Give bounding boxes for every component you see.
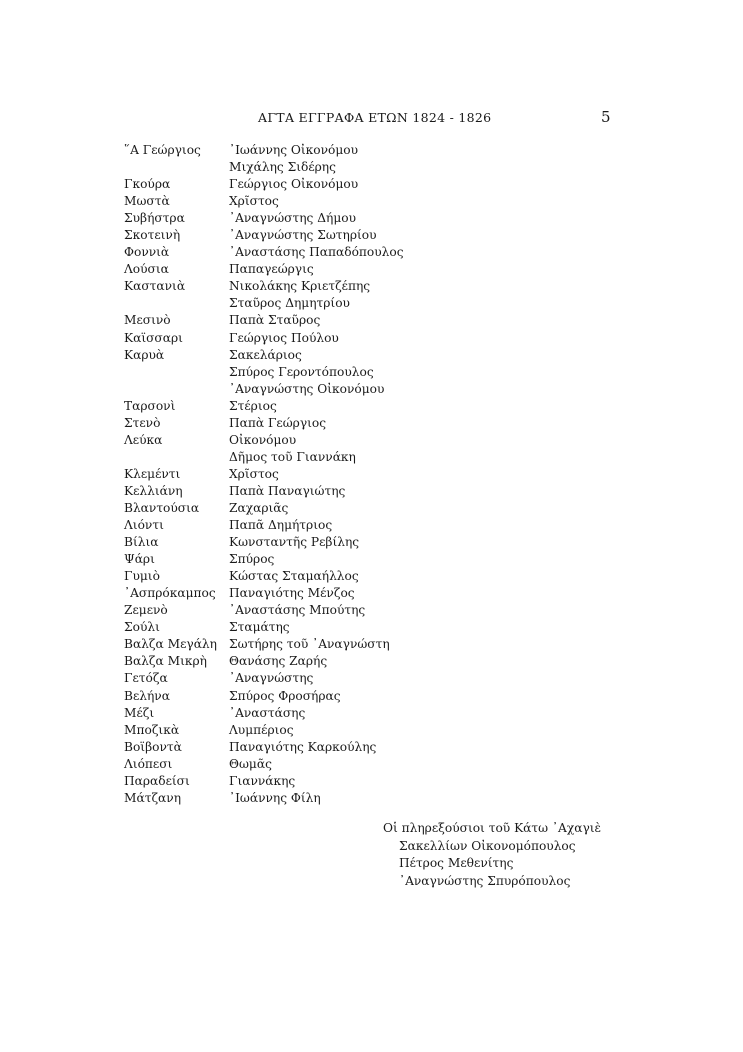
place-name: Λιόντι — [124, 518, 164, 533]
person-name: ᾿Αναστάσης Παπαδόπουλος — [229, 245, 404, 260]
place-name — [124, 364, 229, 381]
place-name: Λεύκα — [124, 432, 163, 447]
place-name: Γυμιὸ — [124, 569, 160, 584]
person-name: Στέριος — [229, 398, 277, 413]
person-name: Κώστας Σταμαήλλος — [229, 569, 359, 584]
place-name: Βοϊβοντὰ — [124, 739, 182, 754]
person-name: Ζαχαριᾶς — [229, 500, 289, 515]
person-name: ᾿Ιωάννης Οἰκονόμου — [229, 143, 359, 157]
place-name: Καστανιὰ — [124, 279, 186, 294]
signature-block — [383, 820, 601, 890]
person-name: Παπὰ Σταῦρος — [229, 313, 321, 328]
place-name: Κελλιάνη — [124, 483, 183, 498]
person-name: Λυμπέριος — [229, 722, 294, 737]
list-row — [124, 585, 404, 602]
list-row — [124, 534, 404, 551]
place-name: Βελήνα — [124, 688, 170, 703]
list-row — [124, 449, 404, 466]
place-name: Ζεμενὸ — [124, 603, 168, 618]
place-name: Ψάρι — [124, 552, 155, 567]
place-name: Στενὸ — [124, 415, 161, 430]
person-name: Μιχάλης Σιδέρης — [229, 160, 336, 175]
place-name: Λιόπεσι — [124, 756, 173, 771]
place-name: Συβήστρα — [124, 211, 185, 226]
list-row — [124, 432, 404, 449]
place-name: Μάτζανη — [124, 790, 181, 805]
person-name: Γιαννάκης — [229, 773, 296, 788]
person-name: Θωμᾶς — [229, 756, 272, 771]
place-name: Γετόζα — [124, 671, 168, 686]
list-row — [124, 636, 404, 653]
list-row — [124, 330, 404, 347]
person-name: ᾿Αναγνώστης Σωτηρίου — [229, 228, 377, 243]
person-name: Σπύρος Γεροντόπουλος — [229, 364, 374, 379]
person-name: Παναγιότης Μένζος — [229, 586, 355, 601]
list-row — [124, 722, 404, 739]
list-row — [124, 790, 404, 807]
list-row — [124, 551, 404, 568]
place-name: Σκοτεινὴ — [124, 228, 181, 243]
person-name: Σωτήρης τοῦ ᾿Αναγνώστη — [229, 637, 390, 652]
person-name: Οἰκονόμου — [229, 432, 297, 447]
place-name — [124, 449, 229, 466]
signatory-name: ᾿Αναγνώστης Σπυρόπουλος — [399, 873, 571, 888]
place-name: ᾿Ασπρόκαμπος — [124, 586, 216, 601]
place-name: Μποζικὰ — [124, 722, 180, 737]
person-name: Σπύρος — [229, 552, 275, 567]
place-name — [124, 381, 229, 398]
person-name: Κωνσταντῆς Ρεβίλης — [229, 535, 360, 550]
list-row — [124, 210, 404, 227]
place-name: Βαλζα Μικρὴ — [124, 654, 207, 669]
signature-intro: Οἱ πληρεξούσιοι τοῦ Κάτω ᾿Αχαγιὲ — [383, 821, 602, 835]
place-name: Λούσια — [124, 262, 169, 277]
place-name: Σούλι — [124, 620, 160, 635]
signatory-name: Πέτρος Μεθενίτης — [399, 856, 514, 870]
list-row — [124, 688, 404, 705]
place-name — [124, 295, 229, 312]
list-row — [124, 176, 404, 193]
place-person-list — [124, 142, 404, 807]
person-name: Γεώργιος Πούλου — [229, 330, 339, 345]
list-row — [124, 193, 404, 210]
place-name: Μεσινὸ — [124, 313, 171, 328]
list-row — [124, 398, 404, 415]
list-row — [124, 244, 404, 261]
place-name: Βαλζα Μεγάλη — [124, 637, 217, 652]
person-name: ᾿Αναστάσης — [229, 705, 306, 720]
person-name: ᾿Αναγνώστης Δήμου — [229, 211, 356, 226]
page-number: 5 — [601, 108, 611, 126]
list-row — [124, 756, 404, 773]
list-row — [124, 364, 404, 381]
place-name: Καϊσσαρι — [124, 330, 183, 345]
list-row — [124, 619, 404, 636]
list-row — [124, 773, 404, 790]
person-name: Νικολάκης Κριετζέπης — [229, 279, 371, 294]
place-name: Ταρσονὶ — [124, 398, 176, 413]
person-name: Παπὰ Παναγιώτης — [229, 483, 346, 498]
list-row — [124, 142, 404, 159]
person-name: ᾿Αναστάσης Μπούτης — [229, 603, 366, 618]
place-name: ῞Α Γεώργιος — [124, 143, 201, 157]
list-row — [124, 312, 404, 329]
place-name: Μωστὰ — [124, 194, 170, 209]
place-name: Καρυὰ — [124, 347, 165, 362]
person-name: Χρῖστος — [229, 466, 279, 481]
list-row — [124, 278, 404, 295]
place-name: Φοννιὰ — [124, 245, 170, 260]
list-row — [124, 653, 404, 670]
person-name: Σταμάτης — [229, 620, 290, 635]
list-row — [124, 159, 404, 176]
person-name: Παπᾶ Δημήτριος — [229, 518, 333, 533]
list-row — [124, 705, 404, 722]
list-row — [124, 517, 404, 534]
person-name: Γεώργιος Οἰκονόμου — [229, 177, 359, 192]
place-name: Παραδείσι — [124, 773, 190, 788]
person-name: Σταῦρος Δημητρίου — [229, 296, 350, 311]
person-name: Δῆμος τοῦ Γιαννάκη — [229, 449, 356, 464]
person-name: ᾿Ιωάννης Φίλη — [229, 790, 321, 805]
list-row — [124, 670, 404, 687]
list-row — [124, 739, 404, 756]
person-name: Σακελάριος — [229, 347, 302, 362]
place-name: Γκούρα — [124, 177, 171, 192]
place-name: Βλαντούσια — [124, 500, 200, 515]
list-row — [124, 500, 404, 517]
running-header: ΑΓΤΑ ΕΓΓΡΑΦΑ ΕΤΩΝ 1824 - 1826 — [258, 110, 492, 125]
list-row — [124, 227, 404, 244]
place-name — [124, 159, 229, 176]
person-name: Παπαγεώργις — [229, 262, 314, 277]
list-row — [124, 483, 404, 500]
person-name: ᾿Αναγνώστης Οἰκονόμου — [229, 381, 385, 396]
list-row — [124, 568, 404, 585]
person-name: Σπύρος Φροσήρας — [229, 688, 341, 703]
list-row — [124, 295, 404, 312]
list-row — [124, 381, 404, 398]
place-name: Μέζι — [124, 705, 155, 720]
list-row — [124, 415, 404, 432]
list-row — [124, 466, 404, 483]
person-name: ᾿Αναγνώστης — [229, 671, 314, 686]
place-name: Κλεμέντι — [124, 466, 181, 481]
signatory-name: Σακελλίων Οἰκονομόπουλος — [399, 838, 576, 853]
list-row — [124, 347, 404, 364]
person-name: Θανάσης Ζαρής — [229, 654, 328, 669]
place-name: Βίλια — [124, 535, 159, 550]
list-row — [124, 261, 404, 278]
person-name: Παπὰ Γεώργιος — [229, 415, 327, 430]
person-name: Παναγιότης Καρκούλης — [229, 739, 377, 754]
person-name: Χρῖστος — [229, 194, 279, 209]
list-row — [124, 602, 404, 619]
